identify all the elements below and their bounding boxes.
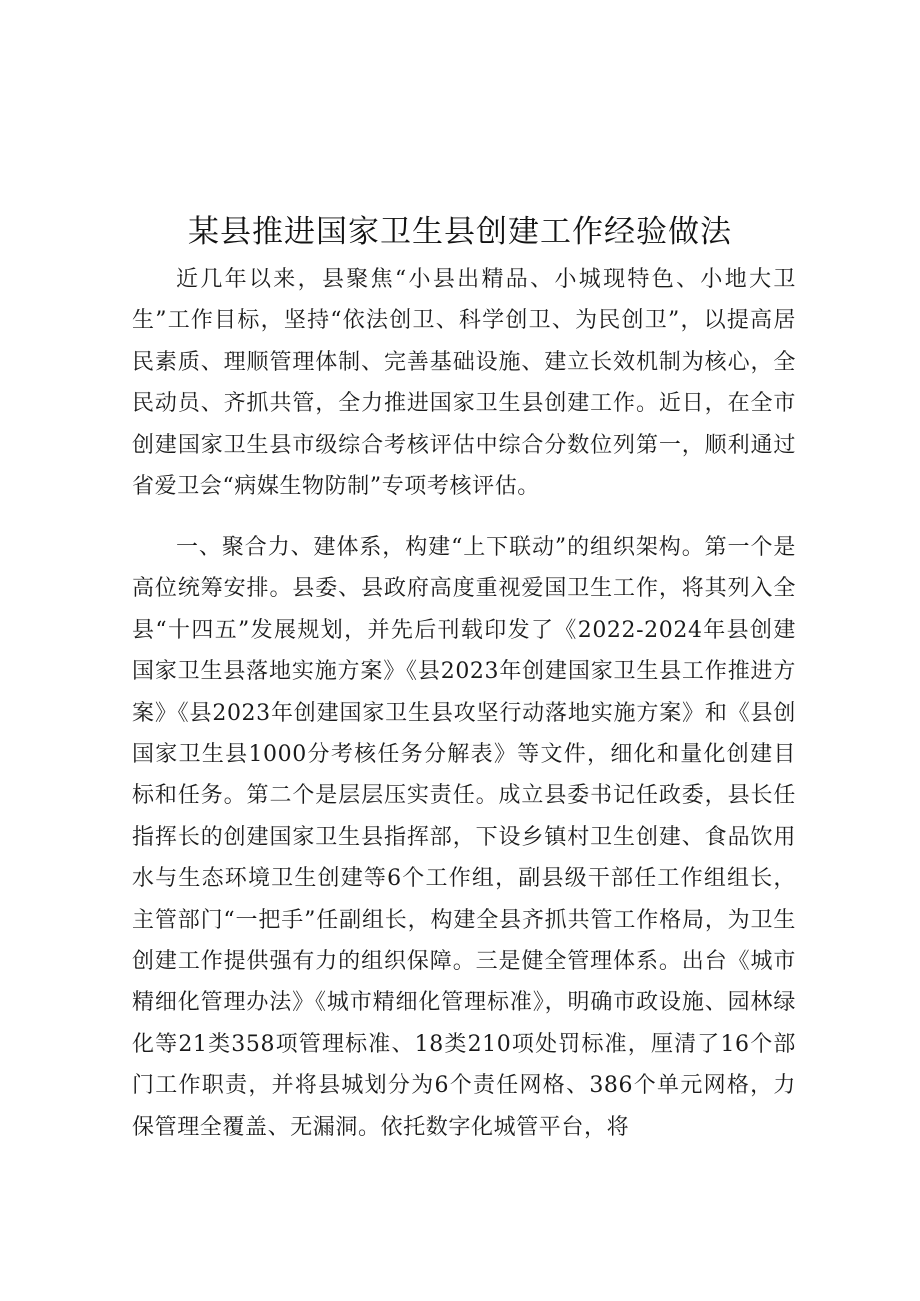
paragraph-intro: 近几年以来，县聚焦“小县出精品、小城现特色、小地大卫生”工作目标，坚持“依法创卫、科学创卫、为民创卫”，以提高居民素质、理顺管理体制、完善基础设施、建立长效机制为核心，全民动员、齐抓共管，全力推进国家卫生县创建工作。近日，在全市创建国家卫生县市级综合考核评估中综合分数位列第一，顺利通过省爱卫会“病媒生物防制”专项考核评估。 bbox=[132, 267, 796, 500]
paragraph-section-one: 一、聚合力、建体系，构建“上下联动”的组织架构。第一个是高位统筹安排。县委、县政府高度重视爱国卫生工作，将其列入全县“十四五”发展规划，并先后刊载印发了《2022-2024年县创建国家卫生县落地实施方案》《县2023年创建国家卫生县工作推进方案》《县2023年创建国家卫生县攻坚行动落地实施方案》和《县创国家卫生县1000分考核任务分解表》等文件，细化和量化创建目标和任务。第二个是层层压实责任。成立县委书记任政委，县长任指挥长的创建国家卫生县指挥部，下设乡镇村卫生创建、食品饮用水与生态环境卫生创建等6个工作组，副县级干部任工作组组长，主管部门“一把手”任副组长，构建全县齐抓共管工作格局，为卫生创建工作提供强有力的组织保障。三是健全管理体系。出台《城市精细化管理办法》《城市精细化管理标准》，明确市政设施、园林绿化等21类358项管理标准、18类210项处罚标准，厘清了16个部门工作职责，并将县城划分为6个责任网格、386个单元网格，力保管理全覆盖、无漏洞。依托数字化城管平台，将 bbox=[132, 535, 796, 1140]
document-title: 某县推进国家卫生县创建工作经验做法 bbox=[188, 214, 732, 250]
